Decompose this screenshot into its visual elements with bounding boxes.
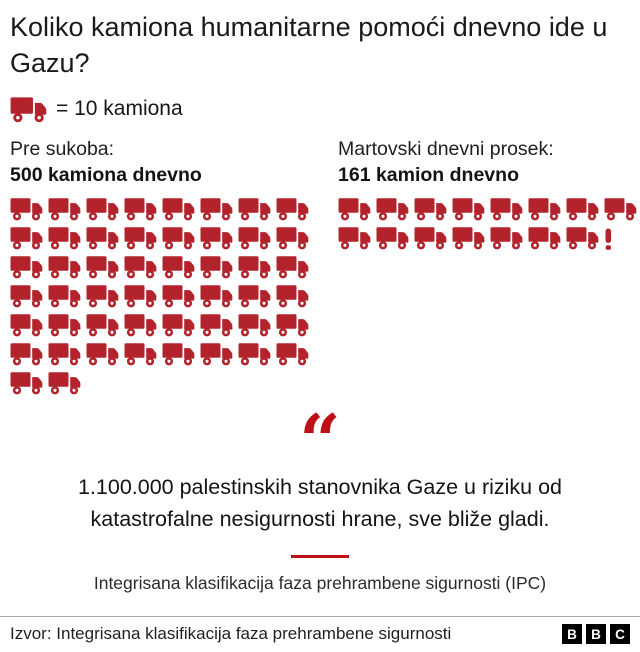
truck-icon [200,342,233,366]
source-text: Izvor: Integrisana klasifikacija faza prehrambene sigurnosti [10,624,452,643]
bbc-logo-block: C [610,624,630,644]
truck-icon [124,342,157,366]
truck-icon [124,197,157,221]
truck-icon [452,226,485,250]
truck-grid-march-average [338,197,640,250]
truck-icon [48,371,81,395]
truck-icon [162,197,195,221]
legend [10,96,630,123]
truck-icon [276,197,309,221]
truck-icon [376,197,409,221]
quote-divider [291,555,349,558]
truck-icon [238,197,271,221]
truck-icon [48,226,81,250]
truck-icon [48,255,81,279]
truck-icon [490,197,523,221]
truck-icon [86,197,119,221]
truck-icon [238,284,271,308]
truck-icon [200,255,233,279]
truck-icon [276,255,309,279]
truck-icon [10,342,43,366]
truck-icon [10,197,43,221]
truck-icon [162,313,195,337]
column-label: Martovski dnevni prosek: [338,137,554,160]
column-value: 161 kamion dnevno [338,164,519,187]
truck-icon [10,284,43,308]
truck-icon [338,197,371,221]
truck-icon [238,255,271,279]
truck-icon [86,284,119,308]
truck-icon [276,313,309,337]
partial-truck-exclamation-icon [604,226,614,250]
truck-icon [86,255,119,279]
column-pre-conflict [10,137,338,395]
truck-icon [124,313,157,337]
truck-icon [276,226,309,250]
truck-icon [10,226,43,250]
quote-text: 1.100.000 palestinskih stanovnika Gaze u riziku od katastrofalne nesigurnosti hrane, sve bliže gladi. [77,474,563,531]
truck-icon [86,313,119,337]
truck-icon [566,197,599,221]
truck-icon [86,342,119,366]
truck-icon [238,313,271,337]
truck-icon [124,284,157,308]
truck-icon [452,197,485,221]
truck-icon [276,284,309,308]
quote-mark-icon: “ [299,397,341,483]
truck-icon [200,226,233,250]
page-title: Koliko kamiona humanitarne pomoći dnevno ide u Gazu? [10,12,608,78]
bbc-logo [562,624,630,644]
bbc-logo-block: B [562,624,582,644]
truck-icon [10,255,43,279]
truck-grid-pre-conflict [10,197,312,395]
truck-icon [566,226,599,250]
truck-icon [200,313,233,337]
truck-icon [414,226,447,250]
quote-section [10,397,630,595]
truck-icon [528,226,561,250]
truck-icon [48,284,81,308]
truck-icon [338,226,371,250]
truck-icon [124,255,157,279]
truck-icon [528,197,561,221]
truck-icon [376,226,409,250]
truck-icon [10,96,47,123]
quote-attribution: Integrisana klasifikacija faza prehrambene sigurnosti (IPC) [93,573,547,594]
truck-icon [48,342,81,366]
truck-icon [200,197,233,221]
truck-icon [162,226,195,250]
truck-icon [604,197,637,221]
truck-icon [162,342,195,366]
truck-icon [238,342,271,366]
truck-icon [48,313,81,337]
truck-icon [200,284,233,308]
truck-icon [48,197,81,221]
truck-icon [10,371,43,395]
column-label: Pre sukoba: [10,137,115,160]
column-march-average [338,137,640,395]
truck-icon [414,197,447,221]
truck-icon [238,226,271,250]
truck-icon [162,284,195,308]
truck-icon [10,313,43,337]
truck-icon [276,342,309,366]
legend-label: = 10 kamiona [56,97,183,121]
truck-icon [124,226,157,250]
truck-icon [162,255,195,279]
column-value: 500 kamiona dnevno [10,164,202,187]
bbc-logo-block: B [586,624,606,644]
comparison-columns [10,137,630,395]
footer [0,616,640,652]
truck-icon [490,226,523,250]
truck-icon [86,226,119,250]
